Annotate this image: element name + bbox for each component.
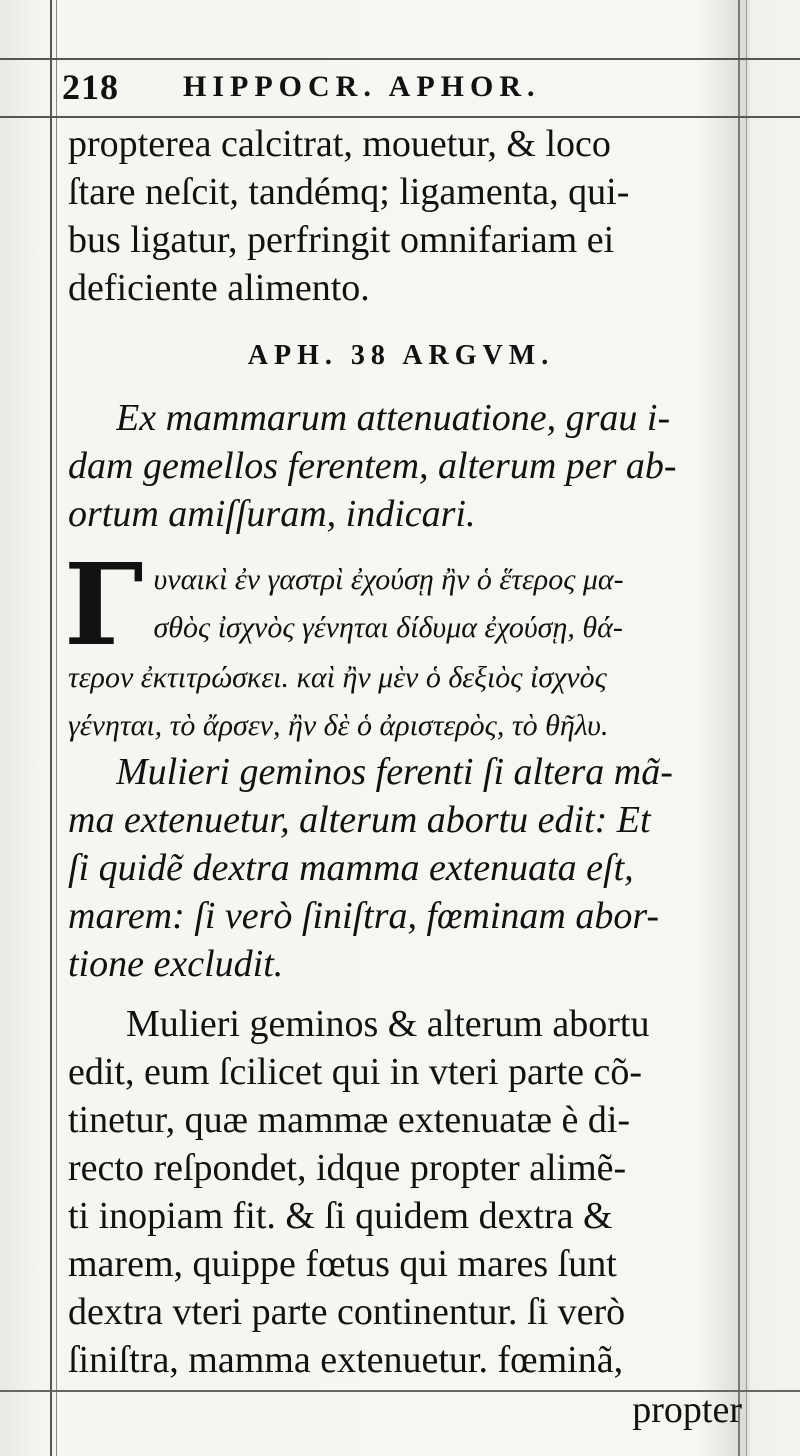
margin-rule-left [50, 0, 52, 1456]
greek-line: σθὸς ἰσχνὸς γένηται δίδυμα ἐχούσῃ, θά- [153, 611, 623, 644]
commentary-first [126, 1000, 736, 1048]
greek-line: γένηται, τὸ ἄρσεν, ἢν δὲ ὁ ἀριστερὸς, τὸ θῆλυ. [68, 709, 609, 742]
translation-line: ſi quidẽ dextra mamma extenuata eſt, [68, 847, 634, 889]
translation-line: ma extenuetur, alterum abortu edit: Et [68, 799, 651, 841]
text-line: propterea calcitrat, mouetur, & loco [68, 123, 611, 165]
argument-line: ortum amiſſuram, indicari. [68, 493, 476, 535]
text-block-continuation [68, 120, 734, 312]
aphorism-heading-block [68, 334, 734, 378]
translation-block [68, 796, 734, 988]
commentary-line: dextra vteri parte continentur. ſi verò [68, 1291, 626, 1333]
margin-rule-right [738, 0, 740, 1456]
commentary-line: ſiniſtra, mamma extenuetur. fœminã, [68, 1339, 624, 1381]
commentary-block [68, 1048, 734, 1384]
argument-block-cont [68, 442, 734, 538]
translation-line: Mulieri geminos ferenti ſi altera mã- [116, 751, 673, 793]
text-line: bus ligatur, perfringit omnifariam ei [68, 219, 615, 261]
commentary-line: edit, eum ſcilicet qui in vteri parte cõ- [68, 1051, 643, 1093]
greek-line: υναικὶ ἐν γαστρὶ ἐχούσῃ ἢν ὁ ἕτερος μα- [153, 563, 624, 596]
translation-line: marem: ſi verò ſiniſtra, fœminam abor- [68, 895, 660, 937]
margin-rule-right-outer [746, 0, 747, 1456]
greek-line: τερον ἐκτιτρώσκει. καὶ ἢν μὲν ὁ δεξιὸς ἰσχνὸς [68, 661, 607, 694]
header-rule-bottom [0, 116, 800, 118]
aphorism-heading: APH. 38 ARGVM. [247, 340, 555, 371]
commentary-line: Mulieri geminos & alterum abortu [126, 1003, 650, 1045]
margin-rule-left-inner [56, 0, 57, 1456]
translation-first [116, 748, 736, 796]
catchword: propter [632, 1389, 742, 1431]
running-title: HIPPOCR. APHOR. [183, 70, 541, 103]
argument-block [116, 394, 736, 442]
greek-text-block [64, 540, 734, 750]
commentary-line: tinetur, quæ mammæ extenuatæ è di- [68, 1099, 631, 1141]
drop-capital: Γ [64, 540, 144, 671]
commentary-line: recto reſpondet, idque propter alimẽ- [68, 1147, 627, 1189]
text-line: deficiente alimento. [68, 267, 370, 309]
page-number: 218 [62, 67, 119, 107]
commentary-line: ti inopiam fit. & ſi quidem dextra & [68, 1195, 613, 1237]
translation-line: tione excludit. [68, 943, 284, 985]
argument-line: Ex mammarum attenuatione, grau i- [116, 397, 671, 439]
running-head [60, 58, 740, 116]
commentary-line: marem, quippe fœtus qui mares ſunt [68, 1243, 617, 1285]
argument-line: dam gemellos ferentem, alterum per ab- [68, 445, 677, 487]
text-line: ſtare neſcit, tandémq; ligamenta, qui- [68, 171, 630, 213]
